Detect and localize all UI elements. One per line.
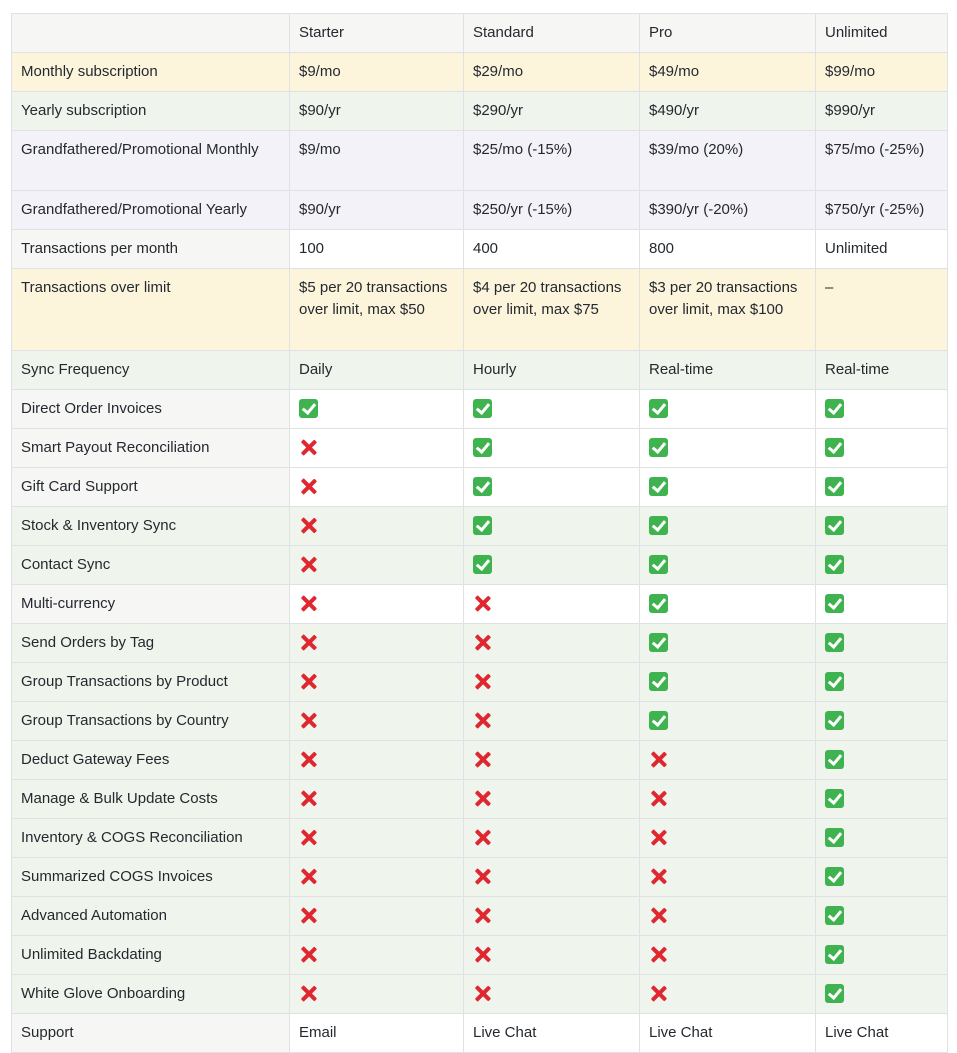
cell-unlimited: Live Chat — [816, 1014, 948, 1053]
cross-mark-icon — [299, 555, 318, 574]
check-mark-icon — [825, 672, 844, 691]
cross-mark-icon — [473, 945, 492, 964]
cell-standard — [464, 663, 640, 702]
check-mark-icon — [825, 555, 844, 574]
cell-pro — [640, 780, 816, 819]
cell-unlimited — [816, 702, 948, 741]
table-row — [12, 131, 948, 191]
row-label: Unlimited Backdating — [12, 936, 290, 975]
cross-mark-icon — [473, 711, 492, 730]
check-mark-icon — [649, 672, 668, 691]
cell-unlimited: Real-time — [816, 351, 948, 390]
cross-mark-icon — [299, 594, 318, 613]
table-row — [12, 780, 948, 819]
table-row — [12, 663, 948, 702]
check-mark-icon — [473, 516, 492, 535]
cell-starter — [290, 819, 464, 858]
table-row — [12, 351, 948, 390]
cell-unlimited — [816, 546, 948, 585]
check-mark-icon — [825, 945, 844, 964]
check-mark-icon — [825, 594, 844, 613]
cell-standard — [464, 819, 640, 858]
row-label: Transactions per month — [12, 230, 290, 269]
cross-mark-icon — [299, 789, 318, 808]
table-row — [12, 92, 948, 131]
check-mark-icon — [825, 867, 844, 886]
cell-standard: Live Chat — [464, 1014, 640, 1053]
check-mark-icon — [825, 516, 844, 535]
cell-starter — [290, 858, 464, 897]
cell-unlimited — [816, 780, 948, 819]
cell-unlimited: $750/yr (-25%) — [816, 191, 948, 230]
check-mark-icon — [825, 789, 844, 808]
table-row — [12, 741, 948, 780]
cross-mark-icon — [649, 750, 668, 769]
check-mark-icon — [649, 711, 668, 730]
table-row — [12, 230, 948, 269]
row-label: Monthly subscription — [12, 53, 290, 92]
cell-standard — [464, 624, 640, 663]
table-row — [12, 507, 948, 546]
table-row — [12, 624, 948, 663]
check-mark-icon — [299, 399, 318, 418]
cross-mark-icon — [473, 750, 492, 769]
cross-mark-icon — [299, 906, 318, 925]
cell-starter — [290, 702, 464, 741]
cell-unlimited — [816, 429, 948, 468]
row-label: Group Transactions by Product — [12, 663, 290, 702]
cell-pro — [640, 702, 816, 741]
header-corner — [12, 14, 290, 53]
cell-standard: $290/yr — [464, 92, 640, 131]
cell-starter: $5 per 20 transactions over limit, max $50 — [290, 269, 464, 351]
cell-pro — [640, 741, 816, 780]
cell-starter — [290, 897, 464, 936]
cell-starter — [290, 936, 464, 975]
cell-pro — [640, 819, 816, 858]
row-label: Support — [12, 1014, 290, 1053]
cross-mark-icon — [299, 945, 318, 964]
row-label: Advanced Automation — [12, 897, 290, 936]
header-starter: Starter — [290, 14, 464, 53]
cell-starter — [290, 468, 464, 507]
cross-mark-icon — [473, 672, 492, 691]
cross-mark-icon — [299, 750, 318, 769]
cell-unlimited — [816, 936, 948, 975]
cell-unlimited — [816, 819, 948, 858]
cell-pro — [640, 585, 816, 624]
table-row — [12, 546, 948, 585]
table-row — [12, 191, 948, 230]
row-label: Summarized COGS Invoices — [12, 858, 290, 897]
cross-mark-icon — [649, 867, 668, 886]
cell-starter — [290, 429, 464, 468]
cross-mark-icon — [473, 984, 492, 1003]
cell-unlimited: Unlimited — [816, 230, 948, 269]
cross-mark-icon — [299, 711, 318, 730]
pricing-table-container — [11, 13, 948, 1053]
cell-standard: $25/mo (-15%) — [464, 131, 640, 191]
cell-starter — [290, 780, 464, 819]
check-mark-icon — [825, 711, 844, 730]
cross-mark-icon — [473, 633, 492, 652]
cell-pro — [640, 936, 816, 975]
cell-starter: Email — [290, 1014, 464, 1053]
cell-starter: 100 — [290, 230, 464, 269]
row-label: Grandfathered/Promotional Yearly — [12, 191, 290, 230]
cell-standard: $4 per 20 transactions over limit, max $75 — [464, 269, 640, 351]
cell-pro: $49/mo — [640, 53, 816, 92]
cell-unlimited: $75/mo (-25%) — [816, 131, 948, 191]
cell-pro — [640, 624, 816, 663]
row-label: White Glove Onboarding — [12, 975, 290, 1014]
row-label: Grandfathered/Promotional Monthly — [12, 131, 290, 191]
cell-starter: Daily — [290, 351, 464, 390]
cell-unlimited — [816, 468, 948, 507]
cell-starter — [290, 390, 464, 429]
row-label: Direct Order Invoices — [12, 390, 290, 429]
pricing-comparison-table — [11, 13, 948, 1053]
check-mark-icon — [649, 399, 668, 418]
check-mark-icon — [473, 438, 492, 457]
row-label: Manage & Bulk Update Costs — [12, 780, 290, 819]
table-row — [12, 975, 948, 1014]
cross-mark-icon — [649, 906, 668, 925]
row-label: Transactions over limit — [12, 269, 290, 351]
cell-unlimited — [816, 741, 948, 780]
cell-pro: 800 — [640, 230, 816, 269]
cell-unlimited — [816, 390, 948, 429]
cell-starter: $90/yr — [290, 191, 464, 230]
cross-mark-icon — [299, 867, 318, 886]
cell-starter — [290, 585, 464, 624]
check-mark-icon — [473, 399, 492, 418]
check-mark-icon — [473, 477, 492, 496]
cell-pro — [640, 897, 816, 936]
table-row — [12, 468, 948, 507]
check-mark-icon — [825, 984, 844, 1003]
cell-pro: $390/yr (-20%) — [640, 191, 816, 230]
cell-pro: $490/yr — [640, 92, 816, 131]
table-row — [12, 585, 948, 624]
cell-starter: $9/mo — [290, 131, 464, 191]
cell-starter: $90/yr — [290, 92, 464, 131]
cross-mark-icon — [473, 789, 492, 808]
row-label: Stock & Inventory Sync — [12, 507, 290, 546]
cross-mark-icon — [473, 828, 492, 847]
cell-starter — [290, 663, 464, 702]
cross-mark-icon — [649, 789, 668, 808]
cross-mark-icon — [649, 984, 668, 1003]
cell-pro — [640, 429, 816, 468]
check-mark-icon — [649, 516, 668, 535]
check-mark-icon — [473, 555, 492, 574]
cell-standard — [464, 897, 640, 936]
row-label: Deduct Gateway Fees — [12, 741, 290, 780]
cell-pro — [640, 663, 816, 702]
cell-unlimited: $990/yr — [816, 92, 948, 131]
cell-pro — [640, 468, 816, 507]
check-mark-icon — [825, 438, 844, 457]
cell-starter — [290, 546, 464, 585]
row-label: Gift Card Support — [12, 468, 290, 507]
row-label: Multi-currency — [12, 585, 290, 624]
cell-pro: Real-time — [640, 351, 816, 390]
cell-pro — [640, 975, 816, 1014]
cross-mark-icon — [299, 633, 318, 652]
cell-pro: Live Chat — [640, 1014, 816, 1053]
cell-pro: $39/mo (20%) — [640, 131, 816, 191]
check-mark-icon — [649, 477, 668, 496]
check-mark-icon — [649, 438, 668, 457]
cross-mark-icon — [473, 594, 492, 613]
header-standard: Standard — [464, 14, 640, 53]
table-row — [12, 819, 948, 858]
cell-unlimited — [816, 507, 948, 546]
cross-mark-icon — [649, 828, 668, 847]
cell-standard — [464, 741, 640, 780]
cell-pro: $3 per 20 transactions over limit, max $100 — [640, 269, 816, 351]
row-label: Inventory & COGS Reconciliation — [12, 819, 290, 858]
table-row — [12, 897, 948, 936]
cell-unlimited — [816, 858, 948, 897]
cell-starter — [290, 741, 464, 780]
table-row — [12, 702, 948, 741]
cross-mark-icon — [299, 477, 318, 496]
cell-standard — [464, 390, 640, 429]
cross-mark-icon — [299, 828, 318, 847]
table-row — [12, 390, 948, 429]
row-label: Group Transactions by Country — [12, 702, 290, 741]
header-pro: Pro — [640, 14, 816, 53]
cell-starter: $9/mo — [290, 53, 464, 92]
cell-pro — [640, 507, 816, 546]
cell-standard — [464, 585, 640, 624]
cell-standard — [464, 507, 640, 546]
cell-standard — [464, 780, 640, 819]
cell-standard — [464, 936, 640, 975]
row-label: Contact Sync — [12, 546, 290, 585]
cell-unlimited — [816, 663, 948, 702]
check-mark-icon — [825, 906, 844, 925]
cell-standard — [464, 702, 640, 741]
cell-standard: $29/mo — [464, 53, 640, 92]
check-mark-icon — [825, 633, 844, 652]
table-row — [12, 53, 948, 92]
cell-standard — [464, 546, 640, 585]
cell-unlimited — [816, 585, 948, 624]
table-header-row — [12, 14, 948, 53]
cross-mark-icon — [299, 516, 318, 535]
row-label: Yearly subscription — [12, 92, 290, 131]
header-unlimited: Unlimited — [816, 14, 948, 53]
cross-mark-icon — [473, 906, 492, 925]
cell-unlimited — [816, 897, 948, 936]
check-mark-icon — [649, 594, 668, 613]
check-mark-icon — [825, 399, 844, 418]
check-mark-icon — [825, 750, 844, 769]
cell-standard: 400 — [464, 230, 640, 269]
check-mark-icon — [825, 828, 844, 847]
cross-mark-icon — [299, 672, 318, 691]
check-mark-icon — [649, 555, 668, 574]
cross-mark-icon — [299, 438, 318, 457]
cross-mark-icon — [473, 867, 492, 886]
cell-standard: $250/yr (-15%) — [464, 191, 640, 230]
cell-standard — [464, 468, 640, 507]
cell-standard: Hourly — [464, 351, 640, 390]
table-row — [12, 269, 948, 351]
cell-unlimited: $99/mo — [816, 53, 948, 92]
cross-mark-icon — [299, 984, 318, 1003]
cell-starter — [290, 975, 464, 1014]
row-label: Smart Payout Reconciliation — [12, 429, 290, 468]
check-mark-icon — [825, 477, 844, 496]
cell-pro — [640, 546, 816, 585]
cell-pro — [640, 390, 816, 429]
table-row — [12, 858, 948, 897]
table-row — [12, 429, 948, 468]
check-mark-icon — [649, 633, 668, 652]
cell-starter — [290, 507, 464, 546]
cell-standard — [464, 975, 640, 1014]
cell-standard — [464, 858, 640, 897]
cell-unlimited — [816, 975, 948, 1014]
table-row — [12, 1014, 948, 1053]
table-row — [12, 936, 948, 975]
cell-pro — [640, 858, 816, 897]
row-label: Sync Frequency — [12, 351, 290, 390]
cell-starter — [290, 624, 464, 663]
cell-unlimited — [816, 624, 948, 663]
row-label: Send Orders by Tag — [12, 624, 290, 663]
cross-mark-icon — [649, 945, 668, 964]
cell-unlimited: – — [816, 269, 948, 351]
cell-standard — [464, 429, 640, 468]
